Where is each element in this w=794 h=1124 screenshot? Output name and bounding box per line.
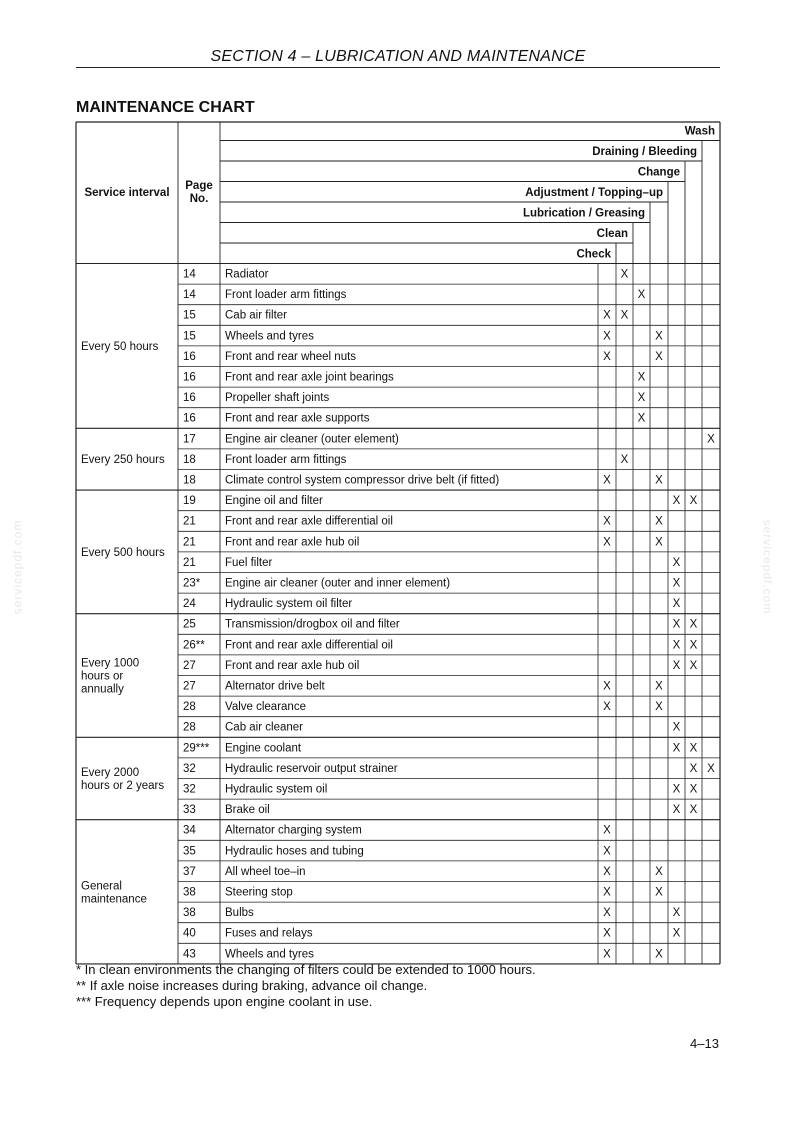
page-number-cell: 27 — [183, 659, 196, 672]
check-mark: X — [672, 639, 681, 652]
check-mark: X — [637, 412, 646, 425]
check-mark: X — [637, 289, 646, 302]
check-mark: X — [655, 680, 663, 693]
page-number-cell: 18 — [183, 453, 196, 466]
watermark-left: servicepdf.com — [10, 519, 25, 615]
page-number-cell: 24 — [183, 598, 196, 611]
service-interval-label: hours or 2 years — [81, 780, 165, 792]
check-mark: X — [672, 495, 681, 508]
page-number-cell: 17 — [183, 433, 196, 446]
task-cell: Wheels and tyres — [225, 948, 314, 961]
service-interval-label: Every 2000 — [81, 767, 140, 779]
check-mark: X — [672, 783, 681, 796]
check-mark: X — [603, 845, 611, 858]
page-number: 4–13 — [690, 1036, 719, 1051]
action-header-check: Check — [576, 248, 611, 261]
check-mark: X — [655, 701, 663, 714]
page-number-cell: 21 — [183, 536, 196, 549]
task-cell: Hydraulic system oil — [225, 783, 328, 796]
task-cell: Fuel filter — [225, 556, 273, 569]
task-cell: All wheel toe–in — [225, 865, 306, 878]
task-cell: Front loader arm fittings — [225, 289, 347, 302]
task-cell: Hydraulic reservoir output strainer — [225, 762, 398, 775]
page-number-cell: 21 — [183, 515, 196, 528]
service-interval-label: Every 50 hours — [81, 340, 159, 353]
action-header-clean: Clean — [596, 228, 628, 240]
service-interval-label: maintenance — [81, 893, 147, 906]
check-mark: X — [655, 865, 663, 878]
check-mark: X — [689, 742, 698, 755]
task-cell: Bulbs — [225, 907, 254, 920]
check-mark: X — [689, 804, 698, 817]
check-mark: X — [707, 433, 715, 446]
task-cell: Front and rear axle hub oil — [225, 659, 360, 672]
task-cell: Front and rear axle supports — [225, 412, 370, 425]
page-number-cell: 23* — [183, 577, 201, 590]
check-mark: X — [689, 762, 698, 775]
task-cell: Cab air filter — [225, 309, 287, 322]
task-cell: Front loader arm fittings — [225, 453, 347, 466]
task-cell: Alternator charging system — [225, 824, 362, 837]
page-number-cell: 16 — [183, 350, 196, 363]
task-cell: Steering stop — [225, 886, 293, 899]
section-header: SECTION 4 – LUBRICATION AND MAINTENANCE — [210, 48, 586, 65]
task-cell: Wheels and tyres — [225, 330, 314, 343]
action-header-change: Change — [637, 166, 680, 179]
service-interval-label: Every 250 hours — [81, 454, 165, 467]
check-mark: X — [603, 515, 611, 528]
service-interval-label: General — [81, 880, 122, 893]
service-interval-label: annually — [81, 683, 124, 696]
task-cell: Climate control system compressor drive belt (if fitted) — [225, 474, 500, 487]
chart-title: MAINTENANCE CHART — [76, 99, 255, 116]
check-mark: X — [672, 598, 681, 611]
task-cell: Front and rear axle differential oil — [225, 515, 393, 528]
page-number-cell: 33 — [183, 804, 196, 817]
check-mark: X — [603, 824, 611, 837]
task-cell: Radiator — [225, 268, 269, 281]
task-cell: Front and rear wheel nuts — [225, 350, 357, 363]
check-mark: X — [672, 659, 681, 672]
check-mark: X — [620, 453, 629, 466]
page-number-cell: 14 — [183, 268, 196, 281]
task-cell: Engine air cleaner (outer and inner element) — [225, 577, 451, 590]
check-mark: X — [603, 907, 611, 920]
check-mark: X — [603, 680, 611, 693]
check-mark: X — [603, 536, 611, 549]
check-mark: X — [672, 907, 681, 920]
page-number-cell: 43 — [183, 948, 196, 961]
task-cell: Engine oil and filter — [225, 495, 323, 508]
action-header-wash: Wash — [684, 125, 715, 138]
page-number-cell: 32 — [183, 783, 196, 796]
page-number-cell: 37 — [183, 865, 196, 878]
check-mark: X — [637, 371, 646, 384]
page-no-header: Page — [185, 180, 213, 192]
check-mark: X — [655, 948, 663, 961]
check-mark: X — [655, 536, 663, 549]
check-mark: X — [603, 350, 611, 363]
page-number-cell: 34 — [183, 824, 196, 837]
check-mark: X — [603, 886, 611, 899]
check-mark: X — [672, 804, 681, 817]
footnote-3: *** Frequency depends upon engine coolant in use. — [76, 994, 373, 1009]
action-header-lubrication-greasing: Lubrication / Greasing — [522, 207, 645, 220]
page-number-cell: 28 — [183, 721, 196, 734]
page-number-cell: 25 — [183, 618, 196, 631]
service-interval-label: Every 500 hours — [81, 546, 165, 559]
check-mark: X — [672, 556, 681, 569]
page-number-cell: 16 — [183, 412, 196, 425]
check-mark: X — [672, 742, 681, 755]
check-mark: X — [603, 865, 611, 878]
page-number-cell: 16 — [183, 392, 196, 405]
check-mark: X — [672, 618, 681, 631]
page-number-cell: 14 — [183, 289, 196, 302]
page-number-cell: 21 — [183, 556, 196, 569]
check-mark: X — [689, 639, 698, 652]
page-number-cell: 40 — [183, 927, 196, 940]
check-mark: X — [655, 330, 663, 343]
task-cell: Alternator drive belt — [225, 680, 325, 693]
check-mark: X — [603, 927, 611, 940]
action-header-adjustment-topping-up: Adjustment / Topping–up — [525, 187, 663, 199]
check-mark: X — [620, 309, 629, 322]
page-number-cell: 29*** — [183, 742, 210, 755]
check-mark: X — [655, 350, 663, 363]
task-cell: Transmission/drogbox oil and filter — [225, 618, 400, 631]
watermark-right: servicepdf.com — [760, 519, 775, 615]
page-no-header: No. — [189, 193, 209, 205]
page-number-cell: 15 — [183, 309, 196, 322]
check-mark: X — [707, 762, 715, 775]
page-number-cell: 26** — [183, 639, 205, 652]
check-mark: X — [655, 886, 663, 899]
task-cell: Front and rear axle hub oil — [225, 536, 360, 549]
footnote-1: * In clean environments the changing of filters could be extended to 1000 hours. — [76, 962, 536, 977]
check-mark: X — [689, 495, 698, 508]
check-mark: X — [689, 618, 698, 631]
service-interval-label: hours or — [81, 670, 124, 683]
task-cell: Propeller shaft joints — [225, 392, 330, 405]
service-interval-header: Service interval — [84, 187, 170, 199]
check-mark: X — [672, 721, 681, 734]
page-number-cell: 32 — [183, 762, 196, 775]
check-mark: X — [689, 783, 698, 796]
check-mark: X — [655, 474, 663, 487]
page-number-cell: 38 — [183, 886, 196, 899]
task-cell: Brake oil — [225, 804, 270, 817]
footnote-2: ** If axle noise increases during braking, advance oil change. — [76, 978, 428, 993]
check-mark: X — [689, 659, 698, 672]
action-header-draining-bleeding: Draining / Bleeding — [592, 146, 697, 158]
task-cell: Hydraulic hoses and tubing — [225, 845, 364, 858]
service-interval-label: Every 1000 — [81, 657, 140, 670]
page-number-cell: 27 — [183, 680, 196, 693]
page-number-cell: 28 — [183, 701, 196, 714]
page-number-cell: 16 — [183, 371, 196, 384]
task-cell: Hydraulic system oil filter — [225, 598, 353, 611]
check-mark: X — [637, 392, 646, 405]
page-number-cell: 15 — [183, 330, 196, 343]
task-cell: Valve clearance — [225, 701, 306, 714]
check-mark: X — [603, 309, 611, 322]
check-mark: X — [603, 948, 611, 961]
check-mark: X — [620, 268, 629, 281]
task-cell: Fuses and relays — [225, 927, 313, 940]
check-mark: X — [672, 577, 681, 590]
page-number-cell: 18 — [183, 474, 196, 487]
page-number-cell: 19 — [183, 495, 196, 508]
task-cell: Engine air cleaner (outer element) — [225, 433, 399, 446]
check-mark: X — [672, 927, 681, 940]
check-mark: X — [603, 330, 611, 343]
page-number-cell: 38 — [183, 907, 196, 920]
page-number-cell: 35 — [183, 845, 196, 858]
check-mark: X — [603, 474, 611, 487]
task-cell: Front and rear axle differential oil — [225, 639, 393, 652]
task-cell: Engine coolant — [225, 742, 302, 755]
check-mark: X — [603, 701, 611, 714]
task-cell: Front and rear axle joint bearings — [225, 371, 394, 384]
task-cell: Cab air cleaner — [225, 721, 303, 734]
check-mark: X — [655, 515, 663, 528]
